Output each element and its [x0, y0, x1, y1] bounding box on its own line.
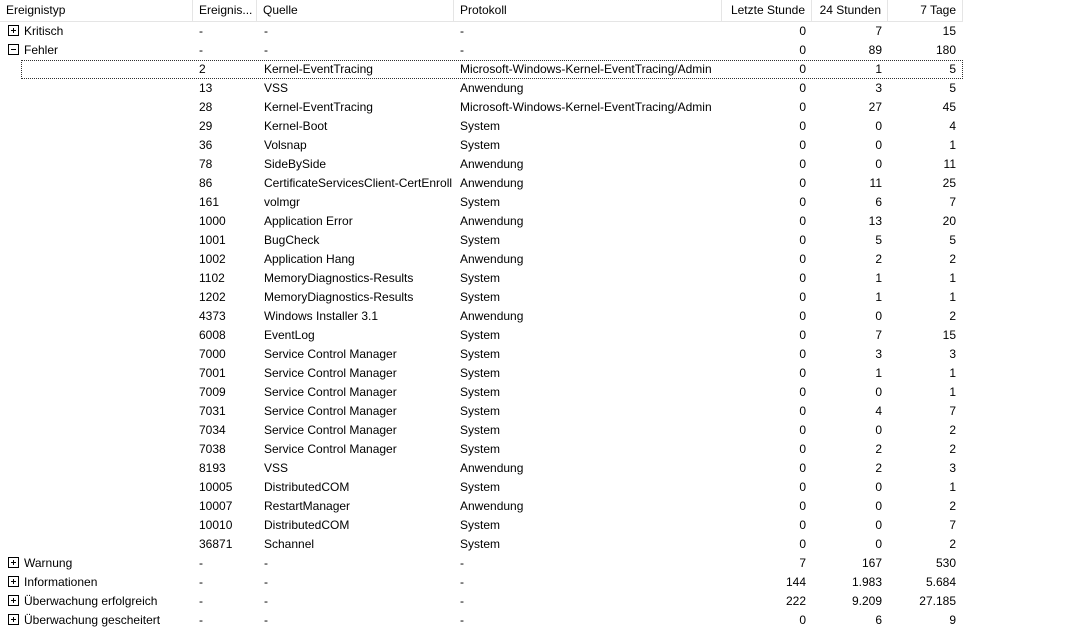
table-row[interactable]	[0, 364, 963, 383]
last-7d-cell: 1	[949, 138, 956, 152]
last-7d-cell: 3	[949, 461, 956, 475]
event-id-cell: 1202	[199, 290, 226, 304]
last-hour-cell: 0	[799, 461, 806, 475]
log-cell: Anwendung	[460, 309, 524, 323]
source-cell: EventLog	[264, 328, 315, 342]
last-hour-cell: 0	[799, 423, 806, 437]
source-cell: Service Control Manager	[264, 404, 397, 418]
event-id-cell: 8193	[199, 461, 226, 475]
table-row[interactable]	[0, 497, 963, 516]
last-7d-cell: 2	[949, 252, 956, 266]
event-id-cell: 161	[199, 195, 220, 209]
last-7d-cell: 5	[949, 81, 956, 95]
last-24h-cell: 2	[875, 252, 882, 266]
source-cell: CertificateServicesClient-CertEnroll	[264, 176, 453, 190]
event-id-cell: 1102	[199, 271, 225, 285]
table-row[interactable]	[0, 117, 963, 136]
last-hour-cell: 7	[799, 556, 806, 570]
last-24h-cell: 1	[875, 290, 882, 304]
last-24h-cell: 0	[875, 480, 882, 494]
table-row[interactable]	[0, 269, 963, 288]
event-id-cell: 7034	[199, 423, 226, 437]
collapse-minus-icon[interactable]	[8, 44, 19, 55]
last-24h-cell: 6	[875, 613, 882, 627]
last-hour-cell: 0	[799, 233, 806, 247]
source-cell: -	[264, 594, 268, 608]
source-cell: Application Hang	[264, 252, 355, 266]
last-hour-cell: 0	[799, 290, 806, 304]
column-header-24h[interactable]: 24 Stunden	[812, 0, 888, 21]
last-7d-cell: 5	[949, 233, 956, 247]
group-label: Informationen	[24, 575, 98, 589]
last-hour-cell: 0	[799, 347, 806, 361]
last-24h-cell: 2	[875, 461, 882, 475]
table-row[interactable]	[0, 136, 963, 155]
last-hour-cell: 0	[799, 100, 806, 114]
last-hour-cell: 0	[799, 214, 806, 228]
log-cell: System	[460, 233, 501, 247]
last-24h-cell: 0	[875, 119, 882, 133]
log-cell: Anwendung	[460, 81, 524, 95]
source-cell: Service Control Manager	[264, 442, 397, 456]
log-cell: Anwendung	[460, 499, 524, 513]
log-cell: -	[460, 575, 464, 589]
table-row[interactable]	[0, 478, 963, 497]
log-cell: -	[460, 594, 464, 608]
last-7d-cell: 4	[949, 119, 956, 133]
log-cell: Anwendung	[460, 176, 524, 190]
last-hour-cell: 0	[799, 328, 806, 342]
table-row[interactable]	[0, 516, 963, 535]
log-cell: System	[460, 404, 501, 418]
log-cell: System	[460, 138, 501, 152]
event-id-cell: 4373	[199, 309, 226, 323]
last-hour-cell: 0	[799, 518, 806, 532]
group-row[interactable]	[0, 592, 963, 611]
last-hour-cell: 222	[785, 594, 806, 608]
last-24h-cell: 27	[868, 100, 882, 114]
last-hour-cell: 0	[799, 81, 806, 95]
last-7d-cell: 1	[949, 366, 956, 380]
table-row[interactable]	[0, 212, 963, 231]
log-cell: Anwendung	[460, 157, 524, 171]
last-24h-cell: 0	[875, 518, 882, 532]
expand-plus-icon[interactable]	[8, 595, 19, 606]
source-cell: volmgr	[264, 195, 301, 209]
last-24h-cell: 0	[875, 385, 882, 399]
log-cell: System	[460, 480, 501, 494]
source-cell: Service Control Manager	[264, 347, 397, 361]
source-cell: MemoryDiagnostics-Results	[264, 271, 414, 285]
last-hour-cell: 0	[799, 195, 806, 209]
group-label: Überwachung gescheitert	[24, 613, 161, 627]
group-row[interactable]	[0, 573, 963, 592]
last-hour-cell: 0	[799, 62, 806, 76]
event-id-cell: 86	[199, 176, 213, 190]
group-row[interactable]	[0, 554, 963, 573]
event-id-cell: 29	[199, 119, 213, 133]
source-cell: Kernel-EventTracing	[264, 100, 373, 114]
last-24h-cell: 4	[875, 404, 882, 418]
log-cell: -	[460, 43, 464, 57]
last-24h-cell: 11	[869, 176, 882, 190]
log-cell: System	[460, 119, 501, 133]
event-id-cell: -	[199, 556, 203, 570]
event-id-cell: 7009	[199, 385, 226, 399]
last-7d-cell: 27.185	[919, 594, 956, 608]
source-cell: MemoryDiagnostics-Results	[264, 290, 414, 304]
column-header-row	[0, 0, 963, 22]
last-hour-cell: 0	[799, 138, 806, 152]
last-hour-cell: 0	[799, 499, 806, 513]
source-cell: VSS	[264, 81, 289, 95]
event-id-cell: 10010	[199, 518, 233, 532]
log-cell: Anwendung	[460, 214, 524, 228]
last-hour-cell: 0	[799, 24, 806, 38]
last-24h-cell: 167	[861, 556, 882, 570]
log-cell: System	[460, 271, 501, 285]
table-row[interactable]	[0, 250, 963, 269]
event-id-cell: 1000	[199, 214, 226, 228]
event-id-cell: 36	[199, 138, 213, 152]
log-cell: Microsoft-Windows-Kernel-EventTracing/Admin	[460, 100, 712, 114]
last-7d-cell: 2	[949, 537, 956, 551]
table-row[interactable]	[0, 459, 963, 478]
source-cell: Application Error	[264, 214, 353, 228]
last-24h-cell: 1	[875, 62, 882, 76]
last-7d-cell: 45	[942, 100, 956, 114]
last-24h-cell: 1	[875, 366, 882, 380]
table-row[interactable]	[0, 193, 963, 212]
source-cell: -	[264, 24, 268, 38]
last-7d-cell: 20	[942, 214, 956, 228]
last-7d-cell: 5	[949, 62, 956, 76]
last-hour-cell: 144	[785, 575, 806, 589]
table-row[interactable]	[0, 326, 963, 345]
last-24h-cell: 1	[875, 271, 882, 285]
grid-rows	[0, 22, 963, 630]
last-24h-cell: 3	[875, 81, 882, 95]
table-row[interactable]	[0, 345, 963, 364]
last-7d-cell: 25	[942, 176, 956, 190]
last-hour-cell: 0	[799, 385, 806, 399]
event-id-cell: -	[199, 613, 203, 627]
log-cell: System	[460, 385, 501, 399]
column-header-event-id[interactable]: Ereignis...	[193, 0, 257, 21]
table-row[interactable]	[0, 60, 963, 79]
event-id-cell: 2	[199, 62, 206, 76]
last-hour-cell: 0	[799, 613, 806, 627]
table-row[interactable]	[0, 155, 963, 174]
table-row[interactable]	[0, 288, 963, 307]
last-hour-cell: 0	[799, 43, 806, 57]
last-24h-cell: 0	[875, 138, 882, 152]
event-id-cell: 10007	[199, 499, 233, 513]
last-7d-cell: 7	[949, 404, 956, 418]
log-cell: System	[460, 366, 501, 380]
last-hour-cell: 0	[799, 366, 806, 380]
source-cell: -	[264, 43, 268, 57]
log-cell: System	[460, 423, 501, 437]
event-id-cell: -	[199, 24, 203, 38]
log-cell: System	[460, 518, 501, 532]
last-24h-cell: 0	[875, 157, 882, 171]
last-24h-cell: 13	[868, 214, 882, 228]
last-7d-cell: 9	[949, 613, 956, 627]
last-24h-cell: 89	[868, 43, 882, 57]
log-cell: Anwendung	[460, 461, 524, 475]
column-header-source[interactable]: Quelle	[257, 0, 454, 21]
event-id-cell: -	[199, 575, 203, 589]
log-cell: System	[460, 442, 501, 456]
event-id-cell: 13	[199, 81, 213, 95]
last-7d-cell: 1	[949, 385, 956, 399]
last-24h-cell: 5	[875, 233, 882, 247]
table-row[interactable]	[0, 383, 963, 402]
table-row[interactable]	[0, 98, 963, 117]
table-row[interactable]	[0, 231, 963, 250]
source-cell: Service Control Manager	[264, 423, 397, 437]
source-cell: -	[264, 575, 268, 589]
event-id-cell: 1002	[199, 252, 226, 266]
last-hour-cell: 0	[799, 176, 806, 190]
last-7d-cell: 7	[949, 195, 956, 209]
last-hour-cell: 0	[799, 442, 806, 456]
event-id-cell: 7001	[199, 366, 226, 380]
last-7d-cell: 1	[949, 271, 956, 285]
event-id-cell: 7031	[199, 404, 226, 418]
source-cell: DistributedCOM	[264, 518, 350, 532]
last-7d-cell: 15	[942, 24, 956, 38]
source-cell: -	[264, 556, 268, 570]
log-cell: -	[460, 613, 464, 627]
last-24h-cell: 0	[875, 309, 882, 323]
last-24h-cell: 6	[875, 195, 882, 209]
event-id-cell: 36871	[199, 537, 233, 551]
source-cell: DistributedCOM	[264, 480, 350, 494]
last-7d-cell: 1	[949, 290, 956, 304]
group-label: Kritisch	[24, 24, 64, 38]
event-id-cell: 78	[199, 157, 213, 171]
column-header-7d[interactable]: 7 Tage	[888, 0, 963, 21]
last-7d-cell: 1	[949, 480, 956, 494]
last-hour-cell: 0	[799, 119, 806, 133]
source-cell: Schannel	[264, 537, 315, 551]
table-row[interactable]	[0, 421, 963, 440]
event-id-cell: 7038	[199, 442, 226, 456]
last-hour-cell: 0	[799, 252, 806, 266]
expand-plus-icon[interactable]	[8, 614, 19, 625]
column-header-last-hour[interactable]: Letzte Stunde	[722, 0, 812, 21]
source-cell: Kernel-Boot	[264, 119, 328, 133]
event-id-cell: 10005	[199, 480, 233, 494]
column-header-log[interactable]: Protokoll	[454, 0, 722, 21]
group-label: Überwachung erfolgreich	[24, 594, 158, 608]
last-24h-cell: 7	[875, 328, 882, 342]
last-7d-cell: 11	[943, 157, 956, 171]
last-7d-cell: 5.684	[925, 575, 956, 589]
last-7d-cell: 2	[949, 309, 956, 323]
log-cell: Microsoft-Windows-Kernel-EventTracing/Admin	[460, 62, 712, 76]
source-cell: Service Control Manager	[264, 366, 397, 380]
log-cell: -	[460, 556, 464, 570]
table-row[interactable]	[0, 307, 963, 326]
source-cell: SideBySide	[264, 157, 327, 171]
log-cell: System	[460, 290, 501, 304]
last-7d-cell: 7	[949, 518, 956, 532]
last-7d-cell: 2	[949, 423, 956, 437]
event-id-cell: -	[199, 594, 203, 608]
last-24h-cell: 1.983	[851, 575, 882, 589]
source-cell: Service Control Manager	[264, 385, 397, 399]
last-7d-cell: 180	[935, 43, 956, 57]
event-id-cell: -	[199, 43, 203, 57]
column-header-type[interactable]: Ereignistyp	[0, 0, 193, 21]
table-row[interactable]	[0, 79, 963, 98]
source-cell: -	[264, 613, 268, 627]
event-id-cell: 28	[199, 100, 213, 114]
source-cell: Kernel-EventTracing	[264, 62, 373, 76]
last-hour-cell: 0	[799, 157, 806, 171]
expand-plus-icon[interactable]	[8, 576, 19, 587]
expand-plus-icon[interactable]	[8, 25, 19, 36]
last-7d-cell: 2	[949, 442, 956, 456]
log-cell: System	[460, 328, 501, 342]
log-cell: -	[460, 24, 464, 38]
last-24h-cell: 7	[875, 24, 882, 38]
source-cell: BugCheck	[264, 233, 320, 247]
source-cell: RestartManager	[264, 499, 351, 513]
table-row[interactable]	[0, 402, 963, 421]
log-cell: System	[460, 347, 501, 361]
group-row[interactable]	[0, 611, 963, 630]
source-cell: Windows Installer 3.1	[264, 309, 379, 323]
last-24h-cell: 0	[875, 499, 882, 513]
table-row[interactable]	[0, 174, 963, 193]
expand-plus-icon[interactable]	[8, 557, 19, 568]
log-cell: System	[460, 537, 501, 551]
group-row[interactable]	[0, 22, 963, 41]
last-7d-cell: 530	[935, 556, 956, 570]
last-7d-cell: 15	[942, 328, 956, 342]
last-7d-cell: 3	[949, 347, 956, 361]
group-row[interactable]	[0, 41, 963, 60]
last-24h-cell: 0	[875, 423, 882, 437]
last-hour-cell: 0	[799, 271, 806, 285]
log-cell: System	[460, 195, 501, 209]
event-id-cell: 1001	[199, 233, 226, 247]
last-7d-cell: 2	[949, 499, 956, 513]
last-24h-cell: 2	[875, 442, 882, 456]
last-hour-cell: 0	[799, 480, 806, 494]
last-24h-cell: 3	[875, 347, 882, 361]
last-24h-cell: 0	[875, 537, 882, 551]
table-row[interactable]	[0, 535, 963, 554]
group-label: Fehler	[24, 43, 59, 57]
last-hour-cell: 0	[799, 309, 806, 323]
last-hour-cell: 0	[799, 537, 806, 551]
table-row[interactable]	[0, 440, 963, 459]
source-cell: VSS	[264, 461, 289, 475]
last-hour-cell: 0	[799, 404, 806, 418]
group-label: Warnung	[24, 556, 73, 570]
log-cell: Anwendung	[460, 252, 524, 266]
event-id-cell: 7000	[199, 347, 226, 361]
event-id-cell: 6008	[199, 328, 226, 342]
last-24h-cell: 9.209	[851, 594, 882, 608]
source-cell: Volsnap	[264, 138, 307, 152]
